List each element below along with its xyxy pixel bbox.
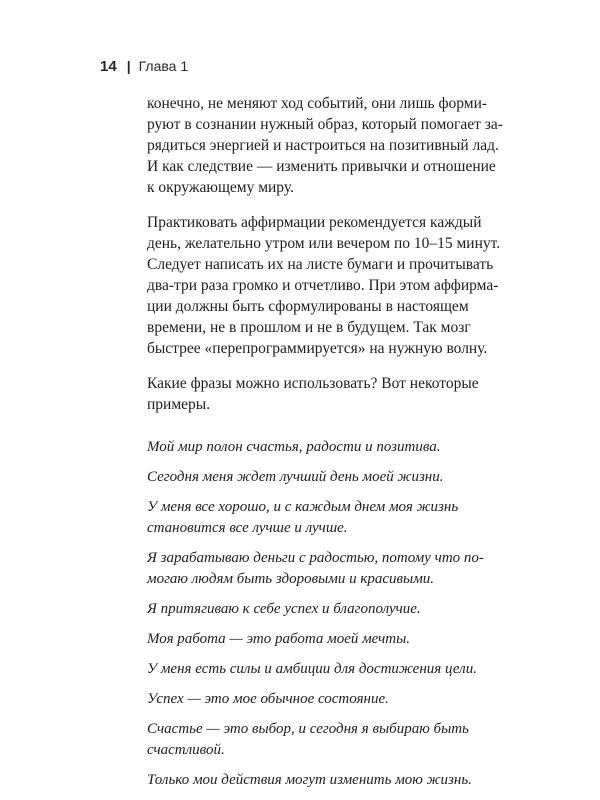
- text-line: Я притягиваю к себе успех и благополучие.: [147, 601, 421, 617]
- text-line: Только мои действия могут изменить мою жизнь.: [147, 772, 472, 788]
- affirmation: [147, 689, 487, 710]
- text-line: Практиковать аффирмации рекомендуется каждый: [147, 214, 482, 231]
- chapter-title: Глава 1: [138, 58, 189, 74]
- text-line: становится все лучше и лучше.: [147, 520, 348, 536]
- affirmation: [147, 770, 487, 791]
- text-line: Следует написать их на листе бумаги и прочитывать: [147, 256, 494, 273]
- text-line: У меня все хорошо, и с каждым днем моя жизнь: [147, 499, 459, 515]
- text-line: Успех — это мое обычное состояние.: [147, 691, 389, 707]
- text-line: Мой мир полон счастья, радости и позитива.: [147, 439, 441, 455]
- affirmation: [147, 719, 487, 761]
- text-line: И как следствие — изменить привычки и отношение: [147, 158, 496, 175]
- text-line: счастливой.: [147, 742, 225, 758]
- affirmation: [147, 659, 487, 680]
- paragraph: [147, 373, 487, 415]
- text-line: рядиться энергией и настроиться на позитивный лад.: [147, 137, 499, 154]
- text-line: У меня есть силы и амбиции для достижения цели.: [147, 661, 477, 677]
- running-head: [100, 57, 188, 76]
- affirmation: [147, 548, 487, 590]
- text-line: конечно, не меняют ход событий, они лишь форми-: [147, 95, 488, 112]
- affirmation: [147, 437, 487, 458]
- affirmation: [147, 599, 487, 620]
- text-line: Счастье — это выбор, и сегодня я выбираю быть: [147, 721, 469, 737]
- affirmation: [147, 629, 487, 650]
- text-line: Моя работа — это работа моей мечты.: [147, 631, 411, 647]
- header-separator: |: [126, 58, 131, 74]
- body-text: [147, 93, 503, 800]
- text-line: Какие фразы можно использовать? Вот некоторые: [147, 375, 479, 392]
- affirmation: [147, 497, 487, 539]
- affirmation: [147, 467, 487, 488]
- text-line: два-три раза громко и отчетливо. При этом аффирма-: [147, 277, 499, 294]
- text-line: времени, не в прошлом и не в будущем. Так мозг: [147, 319, 471, 336]
- text-line: Сегодня меня ждет лучший день моей жизни.: [147, 469, 444, 485]
- text-line: Я зарабатываю деньги с радостью, потому что по-: [147, 550, 484, 566]
- paragraph: [147, 212, 501, 359]
- affirmations-list: [147, 437, 487, 791]
- text-line: ции должны быть сформулированы в настоящем: [147, 298, 469, 315]
- text-line: руют в сознании нужный образ, который помогает за-: [147, 116, 503, 133]
- text-line: день, желательно утром или вечером по 10–15 минут.: [147, 235, 501, 252]
- text-line: быстрее «перепрограммируется» на нужную волну.: [147, 340, 488, 357]
- text-line: примеры.: [147, 396, 211, 413]
- paragraph: [147, 93, 503, 198]
- text-line: могаю людям быть здоровыми и красивыми.: [147, 571, 435, 587]
- page-number: 14: [100, 58, 117, 75]
- text-line: к окружающему миру.: [147, 179, 294, 196]
